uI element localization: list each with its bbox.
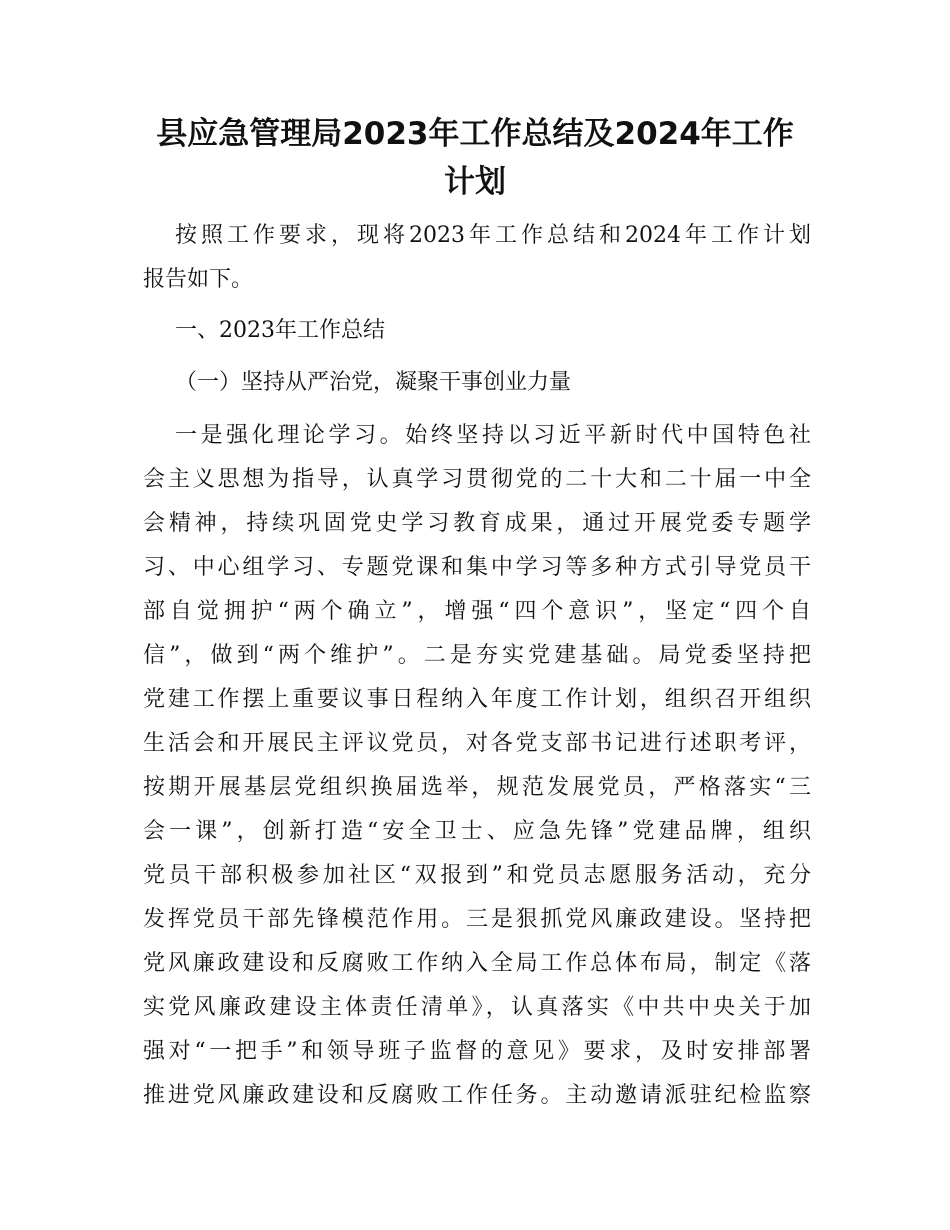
paragraph-line: 会一课”，创新打造“安全卫士、应急先锋”党建品牌，组织	[143, 819, 811, 844]
paragraph-line: 发挥党员干部先锋模范作用。三是狠抓党风廉政建设。坚持把	[143, 907, 811, 932]
section-heading: 一、2023年工作总结	[175, 318, 385, 343]
paragraph-line: 按期开展基层党组织换届选举，规范发展党员，严格落实“三	[143, 775, 811, 800]
document-title-line-1: 县应急管理局2023年工作总结及2024年工作	[156, 116, 794, 152]
paragraph-line: 部自觉拥护“两个确立”，增强“四个意识”，坚定“四个自	[143, 599, 811, 624]
paragraph-line: 信”，做到“两个维护”。二是夯实党建基础。局党委坚持把	[143, 643, 811, 668]
intro-line-1: 按照工作要求，现将2023年工作总结和2024年工作计划	[175, 223, 811, 248]
paragraph-line: 会主义思想为指导，认真学习贯彻党的二十大和二十届一中全	[143, 467, 811, 492]
paragraph-line: 生活会和开展民主评议党员，对各党支部书记进行述职考评，	[143, 731, 811, 756]
paragraph-line: 会精神，持续巩固党史学习教育成果，通过开展党委专题学	[143, 511, 811, 536]
paragraph-line: 党员干部积极参加社区“双报到”和党员志愿服务活动，充分	[143, 863, 811, 888]
paragraph-line: 习、中心组学习、专题党课和集中学习等多种方式引导党员干	[143, 555, 811, 580]
paragraph-line: 实党风廉政建设主体责任清单》，认真落实《中共中央关于加	[143, 995, 811, 1020]
paragraph-line: 强对“一把手”和领导班子监督的意见》要求，及时安排部署	[143, 1039, 811, 1064]
paragraph-line: 党风廉政建设和反腐败工作纳入全局工作总体布局，制定《落	[143, 951, 811, 976]
paragraph-line: 推进党风廉政建设和反腐败工作任务。主动邀请派驻纪检监察	[143, 1083, 811, 1108]
subsection-heading: （一）坚持从严治党，凝聚干事创业力量	[175, 370, 572, 395]
paragraph-line: 一是强化理论学习。始终坚持以习近平新时代中国特色社	[175, 423, 811, 448]
paragraph-line: 党建工作摆上重要议事日程纳入年度工作计划，组织召开组织	[143, 687, 811, 712]
intro-line-2: 报告如下。	[143, 267, 254, 292]
document-title-line-2: 计划	[444, 164, 506, 200]
